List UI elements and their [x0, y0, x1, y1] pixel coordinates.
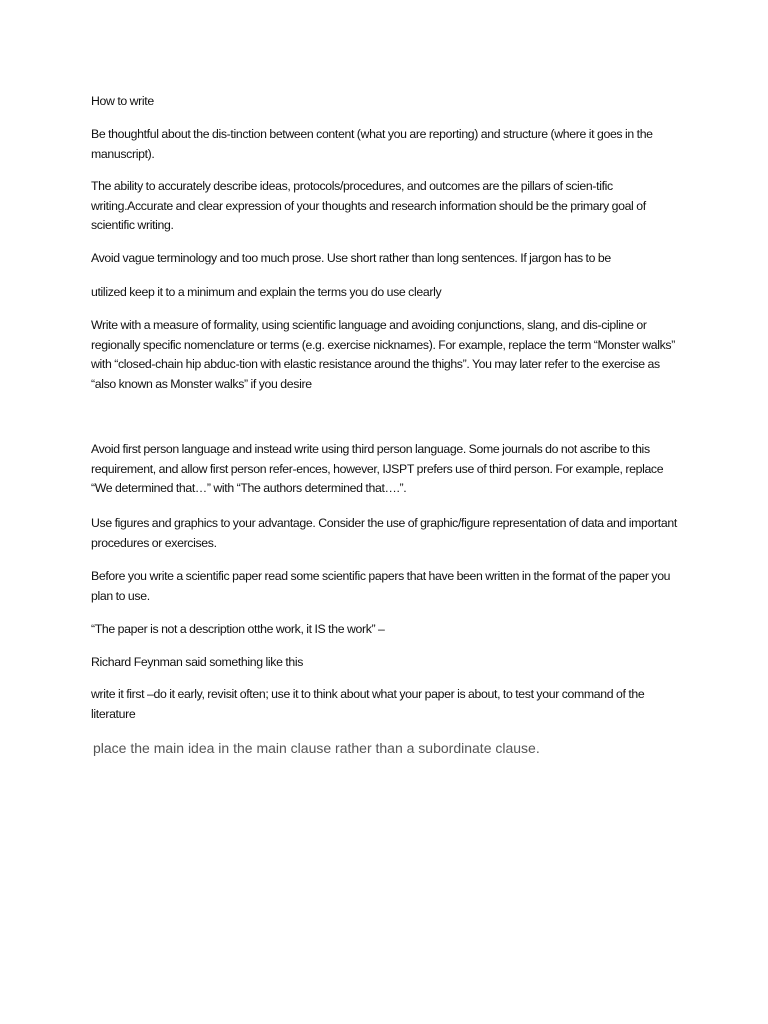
paragraph-content-structure: Be thoughtful about the dis-tinction between content (what you are reporting) and structure (where it goes in the manuscript).	[91, 127, 653, 161]
paragraph-jargon: utilized keep it to a minimum and explain the terms you do use clearly	[91, 285, 442, 299]
paragraph-third-person: Avoid first person language and instead write using third person language. Some journals do not ascribe to this requirement, and allow first person refer-ences, however, IJSPT prefers use of third person. For example, replace “We determined that…” with “The authors determined that….”.	[91, 442, 664, 495]
paragraph-read-papers: Before you write a scientific paper read some scientific papers that have been written in the format of the paper you plan to use.	[91, 569, 671, 603]
paragraph-avoid-vague: Avoid vague terminology and too much prose. Use short rather than long sentences. If jargon has to be	[91, 251, 611, 265]
paragraph-formality: Write with a measure of formality, using scientific language and avoiding conjunctions, slang, and dis-cipline or regionally specific nomenclature or terms (e.g. exercise nicknames). For example, replace the term “Monster walks” with “closed-chain hip abduc-tion with elastic resistance around the thighs”. You may later refer to the exercise as “also known as Monster walks” if you desire	[91, 318, 675, 391]
paragraph-attribution: Richard Feynman said something like this	[91, 655, 304, 669]
document-heading: How to write	[91, 94, 154, 108]
paragraph-ability: The ability to accurately describe ideas, protocols/procedures, and outcomes are the pillars of scien-tific writing.Accurate and clear expression of your thoughts and research information should be the primary goal of scientific writing.	[91, 179, 646, 232]
paragraph-write-first: write it first –do it early, revisit often; use it to think about what your paper is about, to test your command of the literature	[91, 687, 645, 721]
paragraph-main-idea: place the main idea in the main clause rather than a subordinate clause.	[93, 740, 540, 756]
paragraph-figures: Use figures and graphics to your advantage. Consider the use of graphic/figure representation of data and important procedures or exercises.	[91, 516, 677, 550]
paragraph-quote: “The paper is not a description otthe work, it IS the work” –	[91, 622, 385, 636]
